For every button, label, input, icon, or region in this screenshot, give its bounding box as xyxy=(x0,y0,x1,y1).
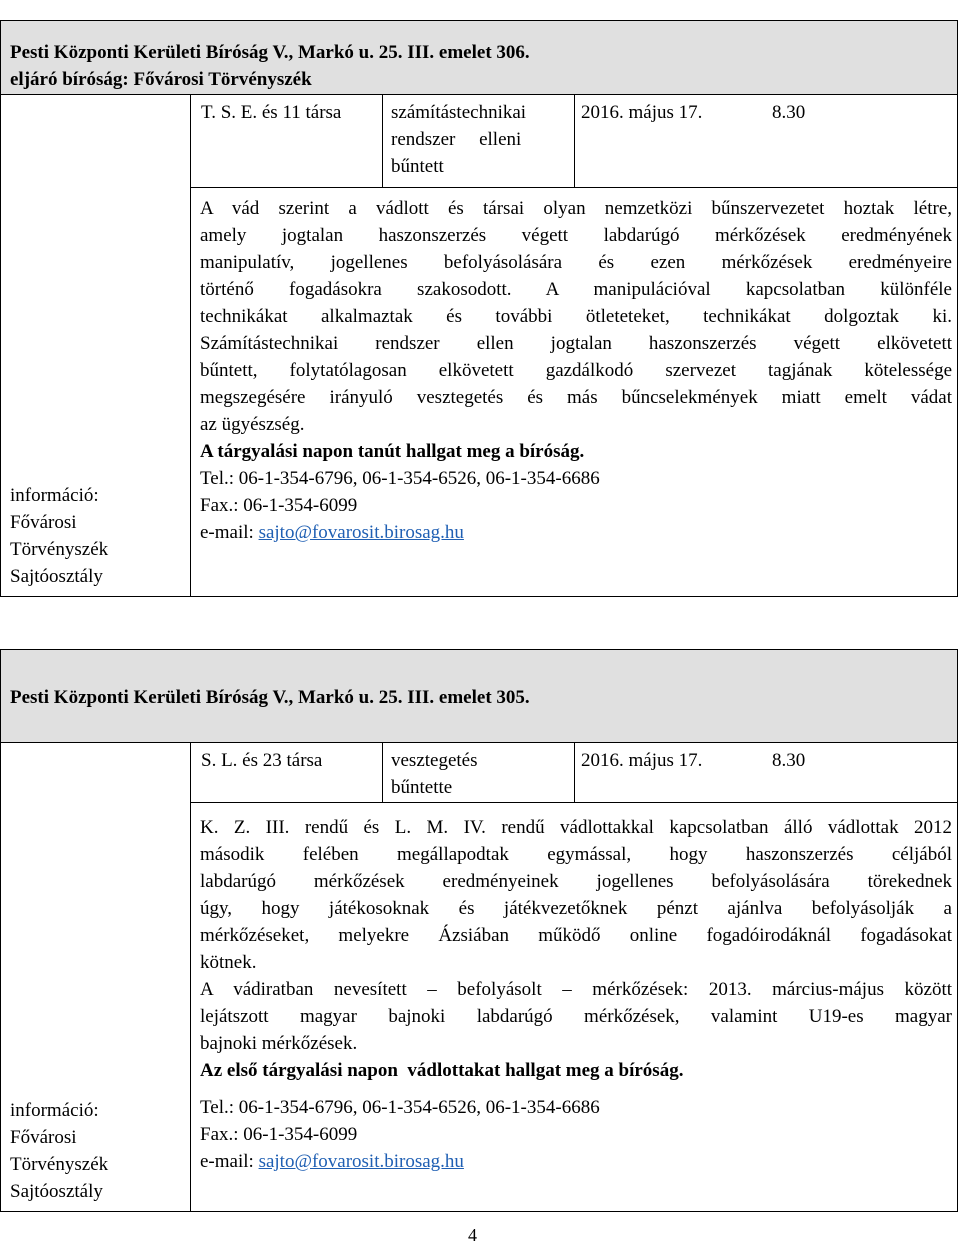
contact-tel: Tel.: 06-1-354-6796, 06-1-354-6526, 06-1-354-6686 xyxy=(200,1097,600,1118)
email-link[interactable]: sajto@fovarosit.birosag.hu xyxy=(258,522,464,543)
hearing-date: 2016. május 17. xyxy=(581,750,703,771)
column-divider xyxy=(382,95,383,187)
column-divider xyxy=(190,95,191,596)
column-divider xyxy=(574,95,575,187)
proceeding-court: eljáró bíróság: Fővárosi Törvényszék xyxy=(10,69,312,90)
contact-email: e-mail: sajto@fovarosit.birosag.hu xyxy=(200,1151,464,1172)
hearing-time: 8.30 xyxy=(772,750,806,771)
charge: számítástechnikai rendszer elleni bűntett xyxy=(391,102,527,177)
contact-fax: Fax.: 06-1-354-6099 xyxy=(200,1124,358,1145)
column-divider xyxy=(574,743,575,802)
case-summary: K. Z. III. rendű és L. M. IV. rendű vádlottakkal kapcsolatban álló vádlottak 2012 második felében megállapodtak egymással, hogy haszonszerzés céljából labdarúgó mérkőzések eredményeinek jogellenes befolyásolására törekednek úgy, hogy játékosoknak és játékvezetőknek pénzt ajánlva befolyásolják a mérkőzéseket, melyekre Ázsiában működő online fogadóirodáknál fogadásokat kötnek. A vádiratban nevesített – befolyásolt – mérkőzések: 2013. március-május között lejátszott magyar bajnoki labdarúgó mérkőzések, valamint U19-es magyar bajnoki mérkőzések. Az első tárgyalási napon vádlottakat hallgat meg a bíróság. Tel.: 06-1-354-6796, 06-1-354-6526, 06-1-354-6686 Fax.: 06-1-354-6099 e-mail: sajto@fovarosit.birosag.hu xyxy=(200,814,952,1175)
court-address: Pesti Központi Kerületi Bíróság V., Markó u. 25. III. emelet 305. xyxy=(10,687,530,708)
email-link[interactable]: sajto@fovarosit.birosag.hu xyxy=(258,1151,464,1172)
hearing-date: 2016. május 17. xyxy=(581,102,703,123)
bold-statement: A tárgyalási napon tanút hallgat meg a bíróság. xyxy=(200,441,585,462)
column-divider xyxy=(190,743,191,1211)
contact-tel: Tel.: 06-1-354-6796, 06-1-354-6526, 06-1-354-6686 xyxy=(200,468,600,489)
bold-statement: Az első tárgyalási napon vádlottakat hallgat meg a bíróság. xyxy=(200,1060,684,1081)
hearing-time: 8.30 xyxy=(772,102,806,123)
row-divider xyxy=(190,187,957,188)
info-press-office: információ: Fővárosi Törvényszék Sajtóosztály xyxy=(10,485,109,587)
column-divider xyxy=(382,743,383,802)
contact-fax: Fax.: 06-1-354-6099 xyxy=(200,495,358,516)
case-summary: A vád szerint a vádlott és társai olyan nemzetközi bűnszervezetet hoztak létre, amely jogtalan haszonszerzés végett labdarúgó mérkőzések eredményének manipulatív, jogellenes befolyásolására és ezen mérkőzések eredményeire történő fogadásokra szakosodott. A manipulációval kapcsolatban különféle technikákat alkalmaztak és további ötleteteket, technikákat dolgoztak ki. Számítástechnikai rendszer ellen jogtalan haszonszerzés végett elkövetett bűntett, folytatólagosan elkövetett gazdálkodó szervezet tagjának kötelessége megszegésére irányuló vesztegetés és más bűncselekmények miatt emelt vádat az ügyészség. A tárgyalási napon tanút hallgat meg a bíróság. Tel.: 06-1-354-6796, 06-1-354-6526, 06-1-354-6686 Fax.: 06-1-354-6099 e-mail: sajto@fovarosit.birosag.hu xyxy=(200,195,952,546)
defendants: T. S. E. és 11 társa xyxy=(201,102,342,123)
contact-email: e-mail: sajto@fovarosit.birosag.hu xyxy=(200,522,464,543)
case-header xyxy=(1,21,957,95)
case-header xyxy=(1,650,957,743)
case-block-1 xyxy=(0,20,958,597)
case-block-2 xyxy=(0,649,958,1212)
charge: vesztegetés bűntette xyxy=(391,750,478,798)
page-number: 4 xyxy=(468,1225,477,1245)
row-divider xyxy=(190,802,957,803)
info-press-office: információ: Fővárosi Törvényszék Sajtóosztály xyxy=(10,1100,109,1202)
court-address: Pesti Központi Kerületi Bíróság V., Markó u. 25. III. emelet 306. xyxy=(10,42,530,63)
defendants: S. L. és 23 társa xyxy=(201,750,323,771)
